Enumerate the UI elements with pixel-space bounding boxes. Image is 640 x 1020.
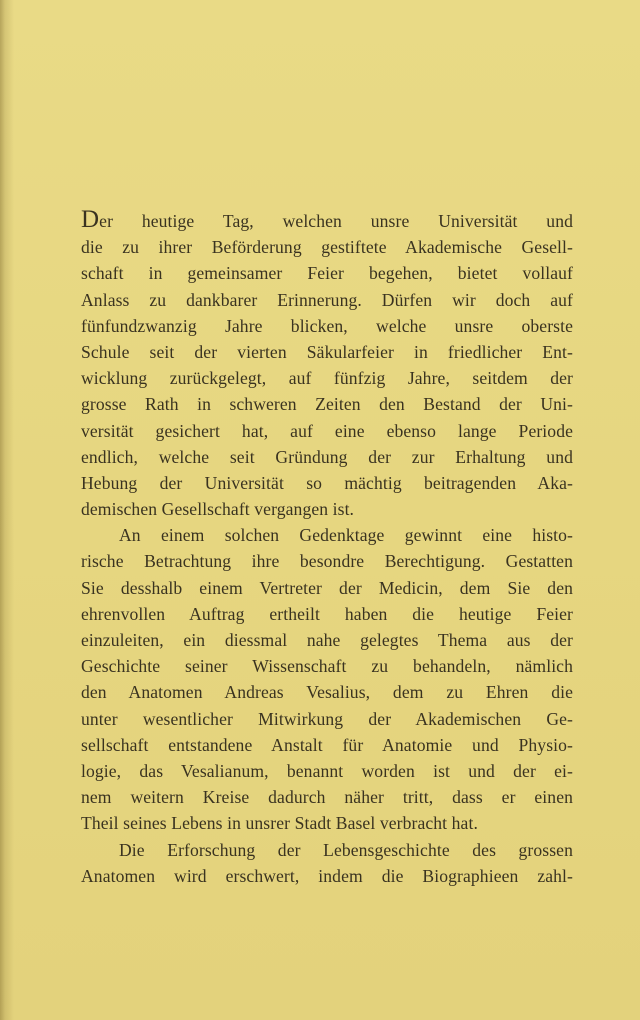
text-line: nem weitern Kreise dadurch näher tritt, dass er einen bbox=[81, 787, 573, 808]
text-line: den Anatomen Andreas Vesalius, dem zu Ehren die bbox=[81, 682, 573, 703]
text-line: Anlass zu dankbarer Erinnerung. Dürfen wir doch auf bbox=[81, 289, 573, 310]
text-line: die zu ihrer Beförderung gestiftete Akademische Gesell- bbox=[81, 237, 573, 258]
text-line: Hebung der Universität so mächtig beitragenden Aka- bbox=[81, 472, 573, 493]
text-line: Sie desshalb einem Vertreter der Medicin, dem Sie den bbox=[81, 577, 573, 598]
text-line: fünfundzwanzig Jahre blicken, welche unsre oberste bbox=[81, 315, 573, 336]
text-line: rische Betrachtung ihre besondre Berechtigung. Gestatten bbox=[81, 551, 573, 572]
text-line: wicklung zurückgelegt, auf fünfzig Jahre, seitdem der bbox=[81, 368, 573, 389]
text-line: grosse Rath in schweren Zeiten den Bestand der Uni- bbox=[81, 394, 573, 415]
text-line: einzuleiten, ein diessmal nahe gelegtes Thema aus der bbox=[81, 630, 573, 650]
text-line: Theil seines Lebens in unsrer Stadt Basel verbracht hat. bbox=[81, 813, 478, 834]
text-line: unter wesentlicher Mitwirkung der Akademischen Ge- bbox=[81, 708, 573, 729]
text-line: Anatomen wird erschwert, indem die Biographieen zahl- bbox=[81, 865, 573, 886]
text-line: demischen Gesellschaft vergangen ist. bbox=[81, 499, 355, 520]
text-line: An einem solchen Gedenktage gewinnt eine histo- bbox=[119, 525, 573, 546]
body-text bbox=[81, 208, 573, 889]
text-line: ehrenvollen Auftrag ertheilt haben die heutige Feier bbox=[81, 603, 573, 624]
text-line: Der heutige Tag, welchen unsre Universität und bbox=[81, 206, 573, 233]
text-line: Die Erforschung der Lebensgeschichte des grossen bbox=[119, 839, 573, 860]
text-line: sellschaft entstandene Anstalt für Anatomie und Physio- bbox=[81, 734, 573, 755]
drop-cap: D bbox=[81, 206, 100, 233]
text-line: versität gesichert hat, auf eine ebenso lange Periode bbox=[81, 420, 573, 441]
text-line: logie, das Vesalianum, benannt worden ist und der ei- bbox=[81, 760, 573, 781]
text-line: schaft in gemeinsamer Feier begehen, bietet vollauf bbox=[81, 263, 573, 284]
text-line: Schule seit der vierten Säkularfeier in friedlicher Ent- bbox=[81, 341, 573, 362]
text-line: endlich, welche seit Gründung der zur Erhaltung und bbox=[81, 446, 573, 467]
text-line: Geschichte seiner Wissenschaft zu behandeln, nämlich bbox=[81, 656, 573, 677]
